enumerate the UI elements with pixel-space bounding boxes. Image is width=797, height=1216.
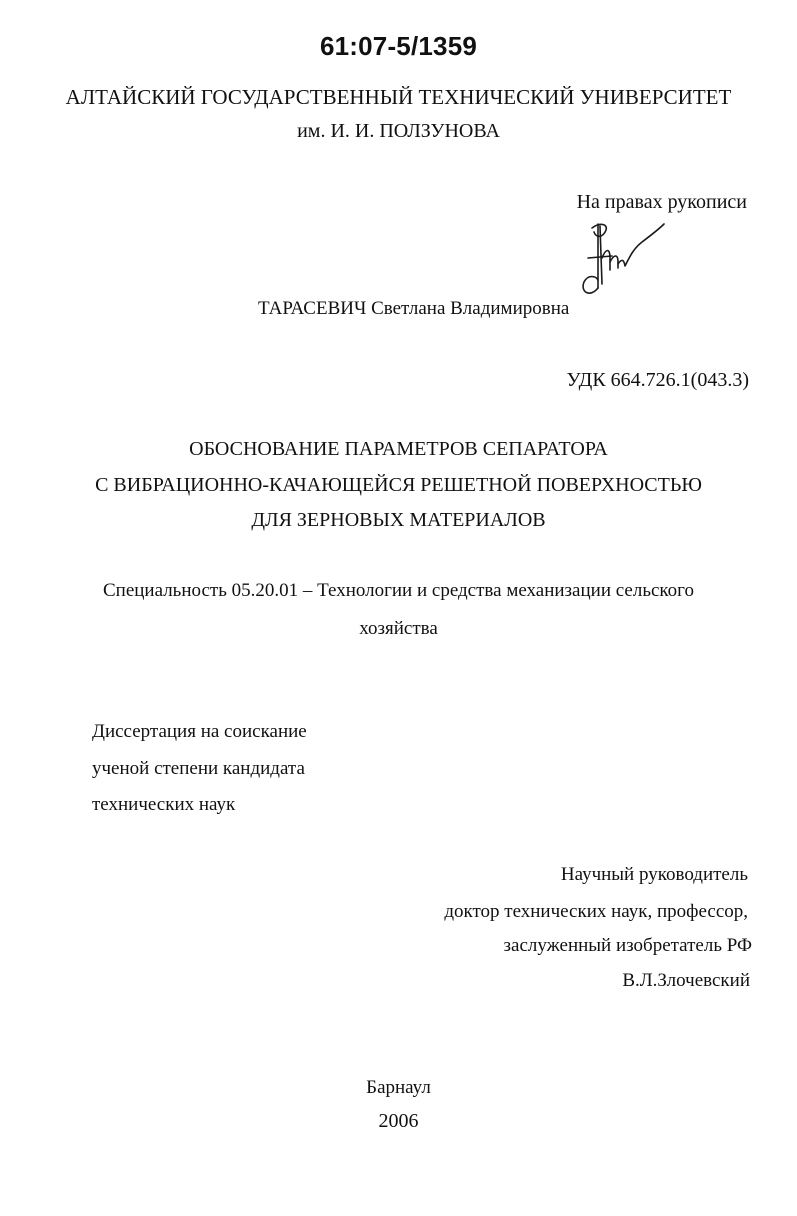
thesis-title-line-1: ОБОСНОВАНИЕ ПАРАМЕТРОВ СЕПАРАТОРА (189, 438, 608, 460)
supervisor-label: Научный руководитель (560, 864, 748, 885)
dissertation-note-line-3: технических наук (92, 794, 236, 815)
specialty-line-2: хозяйства (359, 618, 438, 639)
catalog-number: 61:07-5/1359 (319, 31, 478, 61)
author-name: ТАРАСЕВИЧ Светлана Владимировна (258, 298, 570, 319)
university-name: АЛТАЙСКИЙ ГОСУДАРСТВЕННЫЙ ТЕХНИЧЕСКИЙ УНИВЕРСИТЕТ (65, 85, 732, 109)
thesis-title-line-3: ДЛЯ ЗЕРНОВЫХ МАТЕРИАЛОВ (251, 509, 546, 531)
udk-code: УДК 664.726.1(043.3) (566, 369, 749, 391)
handwritten-signature-icon (578, 218, 668, 300)
supervisor-title: заслуженный изобретатель РФ (503, 935, 752, 956)
supervisor-name: В.Л.Злочевский (622, 970, 750, 991)
thesis-title-line-2: С ВИБРАЦИОННО-КАЧАЮЩЕЙСЯ РЕШЕТНОЙ ПОВЕРХНОСТЬЮ (95, 474, 702, 496)
dissertation-note-line-1: Диссертация на соискание (92, 721, 307, 742)
city: Барнаул (366, 1077, 431, 1098)
manuscript-rights-note: На правах рукописи (576, 191, 747, 213)
year: 2006 (378, 1110, 419, 1132)
dissertation-note-line-2: ученой степени кандидата (92, 758, 305, 779)
university-honorific: им. И. И. ПОЛЗУНОВА (297, 120, 500, 142)
specialty-line-1: Специальность 05.20.01 – Технологии и средства механизации сельского (102, 580, 694, 601)
supervisor-degree: доктор технических наук, профессор, (444, 901, 748, 922)
